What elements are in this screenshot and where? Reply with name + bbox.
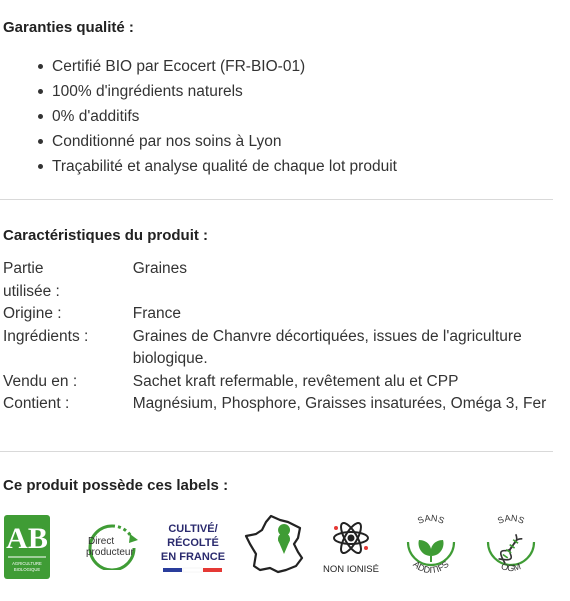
list-item: Conditionné par nos soins à Lyon [52,129,397,154]
direct-producer-logo [80,522,146,570]
table-row [3,303,570,326]
cultivated-in-france-logo [160,518,226,578]
spec-key: Origine : [3,305,62,322]
no-gmo-top-text: SANS [496,512,526,526]
table-row [3,371,570,394]
ab-organic-logo [4,515,50,579]
no-text: SANS [416,512,446,526]
cultivated-text: CULTIVÉ/ [168,523,218,535]
svg-text:OGM [500,561,522,573]
guarantees-list [52,54,397,179]
spec-value: Graines [132,260,188,277]
list-item: 0% d'additifs [52,104,397,129]
no-gmo-logo [478,512,544,582]
spec-value: Sachet kraft refermable, revêtement alu et CPP [132,372,459,390]
svg-text:SANS [416,513,446,526]
table-row [3,258,570,303]
non-ionized-text: NON IONISÉ [323,564,379,575]
spec-key: Vendu en : [3,372,78,390]
no-additives-logo [398,512,464,582]
svg-text:BIOLOGIQUE: BIOLOGIQUE [13,567,41,572]
table-row [3,393,570,416]
svg-text:SANS [496,513,526,526]
table-row [3,326,570,371]
france-map-logo [244,514,306,576]
non-ionized-logo [316,516,386,578]
divider [0,451,553,452]
list-item: 100% d'ingrédients naturels [52,79,397,104]
spec-value: Magnésium, Phosphore, Graisses insaturées, Oméga 3, Fer [132,395,547,412]
harvested-text: RÉCOLTÉ [167,537,219,549]
spec-key: Contient : [3,395,70,412]
characteristics-table [3,258,570,416]
spec-key: Ingrédients : [3,327,89,345]
gmo-text: OGM [499,561,523,574]
characteristics-title: Caractéristiques du produit : [3,227,209,244]
spec-key: Partie utilisée : [3,260,60,300]
spec-value: Graines de Chanvre décortiquées, issues de l'agriculture biologique. [132,327,522,367]
labels-title: Ce produit possède ces labels : [3,477,229,494]
additives-text: ADDITIFS [411,559,451,576]
labels-row [0,510,570,590]
list-item: Certifié BIO par Ecocert (FR-BIO-01) [52,54,397,79]
divider [0,199,553,200]
in-france-text: EN FRANCE [160,551,226,563]
direct-text: Direct [88,536,115,547]
ab-letters: AB [6,522,48,555]
svg-text:AGRICULTURE: AGRICULTURE [12,561,42,566]
guarantees-title: Garanties qualité : [3,19,134,36]
list-item: Traçabilité et analyse qualité de chaque lot produit [52,154,397,179]
producer-text: producteur [86,547,134,558]
spec-value: France [132,305,181,322]
